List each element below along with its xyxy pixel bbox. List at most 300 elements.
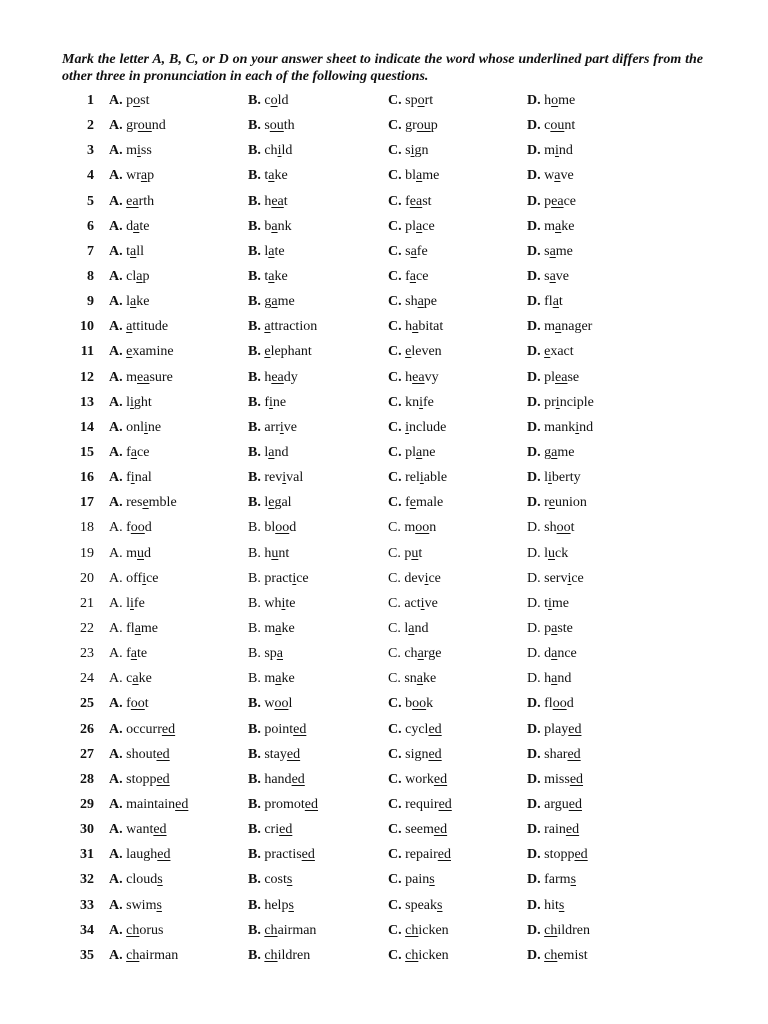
word-prefix: h <box>544 93 552 108</box>
word-prefix: m <box>264 620 276 636</box>
option-word <box>126 571 158 586</box>
option-word <box>264 470 303 485</box>
option-letter: C. <box>388 243 402 259</box>
word-prefix: f <box>126 470 131 486</box>
underlined-part: a <box>132 671 139 687</box>
underlined-part: oo <box>130 696 145 712</box>
option-b <box>248 769 305 791</box>
word-suffix: ke <box>561 218 575 234</box>
option-letter: C. <box>388 268 402 284</box>
option-letter: D. <box>527 897 541 913</box>
word-prefix: miss <box>544 771 570 787</box>
word-prefix: work <box>405 771 434 787</box>
word-suffix: d <box>144 545 152 561</box>
option-b <box>248 367 298 389</box>
option-word <box>405 948 449 963</box>
option-letter: D. <box>527 268 541 284</box>
option-letter: B. <box>248 344 261 360</box>
option-d <box>527 693 574 715</box>
option-word <box>126 822 166 837</box>
option-word <box>544 344 574 359</box>
underlined-part: o <box>133 93 141 108</box>
option-word <box>126 445 149 460</box>
option-word <box>405 722 442 737</box>
option-letter: D. <box>527 746 541 762</box>
option-letter: B. <box>248 394 261 410</box>
option-word <box>405 370 438 385</box>
option-letter: A. <box>109 570 123 586</box>
option-word <box>126 872 163 887</box>
option-b <box>248 945 310 967</box>
word-prefix: cri <box>264 822 280 838</box>
option-b <box>248 90 288 112</box>
option-letter: A. <box>109 218 123 234</box>
option-d <box>527 165 574 187</box>
word-prefix: res <box>126 495 143 511</box>
question-number: 24 <box>80 671 94 687</box>
option-word <box>126 923 163 938</box>
option-word <box>264 747 300 762</box>
option-letter: B. <box>248 922 261 938</box>
option-letter: C. <box>388 419 402 435</box>
option-b <box>248 241 285 263</box>
question-row <box>0 140 768 165</box>
option-word <box>126 948 178 963</box>
question-row <box>0 744 768 769</box>
option-letter: D. <box>527 696 541 712</box>
option-c <box>388 618 428 640</box>
option-word <box>544 520 574 535</box>
option-word <box>405 269 428 284</box>
underlined-part: i <box>405 419 410 435</box>
word-suffix: ght <box>133 394 152 410</box>
option-word <box>544 797 582 812</box>
option-c <box>388 367 439 389</box>
option-letter: D. <box>527 444 541 460</box>
word-suffix: ne <box>272 394 287 410</box>
option-d <box>527 266 569 288</box>
word-prefix: fl <box>544 294 553 310</box>
underlined-part: e <box>548 495 556 511</box>
option-a <box>109 517 152 539</box>
word-prefix: play <box>544 721 569 737</box>
underlined-part: a <box>268 168 275 184</box>
question-number: 10 <box>80 319 94 335</box>
underlined-part: i <box>130 595 134 611</box>
option-word <box>404 646 441 661</box>
question-row <box>0 895 768 920</box>
underlined-part: a <box>417 294 424 310</box>
underlined-part: s <box>558 897 565 913</box>
option-letter: A. <box>109 771 123 787</box>
word-prefix: farm <box>544 872 571 888</box>
underlined-part: a <box>264 319 271 335</box>
word-suffix: ll <box>136 243 145 259</box>
option-letter: A. <box>109 344 123 360</box>
word-prefix: rain <box>544 822 566 838</box>
word-suffix: val <box>286 470 304 486</box>
word-prefix: stay <box>264 746 287 762</box>
underlined-part: ea <box>271 369 284 385</box>
question-number: 13 <box>80 394 94 410</box>
underlined-part: ed <box>574 847 588 863</box>
question-number: 22 <box>80 620 94 636</box>
word-suffix: ve <box>283 419 297 435</box>
option-c <box>388 593 438 615</box>
option-d <box>527 593 569 615</box>
underlined-part: ed <box>569 771 584 787</box>
word-suffix: t <box>283 193 288 209</box>
underlined-part: a <box>549 268 556 284</box>
option-word <box>544 747 581 762</box>
option-a <box>109 895 162 917</box>
word-suffix: ce <box>416 268 429 284</box>
word-prefix: f <box>126 520 131 536</box>
option-letter: B. <box>248 268 261 284</box>
word-prefix: ch <box>404 646 418 662</box>
option-letter: C. <box>388 545 401 561</box>
option-d <box>527 492 587 514</box>
option-word <box>264 898 294 913</box>
word-prefix: h <box>264 193 272 209</box>
underlined-part: ch <box>126 922 140 938</box>
word-prefix: l <box>404 620 409 636</box>
underlined-part: ou <box>269 118 284 134</box>
option-word <box>544 621 573 636</box>
underlined-part: oo <box>412 696 427 712</box>
question-number: 33 <box>80 897 94 913</box>
option-b <box>248 744 300 766</box>
option-a <box>109 291 149 313</box>
underlined-part: a <box>136 268 143 284</box>
option-d <box>527 392 594 414</box>
option-c <box>388 568 441 590</box>
underlined-part: i <box>130 394 134 410</box>
option-letter: D. <box>527 394 541 410</box>
option-word <box>544 143 573 158</box>
underlined-part: o <box>551 93 559 108</box>
underlined-part: o <box>270 93 278 108</box>
word-suffix: ildren <box>557 922 590 938</box>
option-letter: C. <box>388 344 402 360</box>
option-word <box>126 244 144 259</box>
option-c <box>388 216 435 238</box>
word-suffix: nd <box>557 671 572 687</box>
option-a <box>109 920 163 942</box>
question-number: 6 <box>87 218 94 234</box>
underlined-part: ed <box>301 847 315 863</box>
option-c <box>388 543 422 565</box>
option-a <box>109 191 154 213</box>
option-d <box>527 316 592 338</box>
question-row <box>0 467 768 492</box>
word-prefix: w <box>544 168 555 184</box>
question-number: 12 <box>80 369 94 385</box>
option-letter: B. <box>248 847 261 863</box>
word-suffix: mble <box>148 495 177 511</box>
word-prefix: d <box>544 646 552 662</box>
underlined-part: ea <box>126 193 139 209</box>
underlined-part: i <box>555 394 560 410</box>
question-number: 14 <box>80 419 94 435</box>
word-suffix: ke <box>423 671 437 687</box>
option-a <box>109 794 188 816</box>
option-word <box>126 596 145 611</box>
underlined-part: a <box>271 218 278 234</box>
option-letter: D. <box>527 168 541 184</box>
question-row <box>0 115 768 140</box>
option-word <box>405 194 431 209</box>
option-word <box>126 847 170 862</box>
underlined-part: ed <box>568 721 582 737</box>
option-word <box>264 621 294 636</box>
option-letter: B. <box>248 897 261 913</box>
option-c <box>388 920 449 942</box>
question-row <box>0 618 768 643</box>
word-suffix: ce <box>422 218 435 234</box>
question-row <box>0 517 768 542</box>
question-number: 21 <box>80 595 94 611</box>
question-number: 4 <box>87 168 94 184</box>
option-word <box>544 294 563 309</box>
underlined-part: a <box>130 243 137 259</box>
underlined-part: ea <box>409 193 423 209</box>
option-letter: B. <box>248 470 261 486</box>
option-letter: A. <box>109 897 123 913</box>
option-word <box>264 395 286 410</box>
option-letter: C. <box>388 143 402 159</box>
option-a <box>109 769 170 791</box>
underlined-part: e <box>409 495 417 511</box>
word-prefix: m <box>126 545 138 561</box>
option-word <box>126 546 151 561</box>
word-prefix: h <box>264 545 272 561</box>
option-b <box>248 794 318 816</box>
option-a <box>109 618 158 640</box>
word-suffix: d <box>566 696 574 712</box>
option-c <box>388 844 451 866</box>
word-prefix: f <box>264 394 270 410</box>
word-suffix: rge <box>423 646 442 662</box>
underlined-part: oo <box>130 520 145 536</box>
option-b <box>248 869 292 891</box>
underlined-part: ch <box>544 947 558 963</box>
word-prefix: fl <box>544 696 553 712</box>
option-word <box>264 722 306 737</box>
word-suffix: ildren <box>277 947 311 963</box>
option-letter: D. <box>527 243 541 259</box>
word-suffix: ke <box>274 268 288 284</box>
question-number: 2 <box>87 118 94 134</box>
underlined-part: s <box>570 872 577 888</box>
option-letter: A. <box>109 671 123 687</box>
option-letter: C. <box>388 595 401 611</box>
option-letter: B. <box>248 646 261 662</box>
word-prefix: p <box>126 93 134 108</box>
option-a <box>109 467 152 489</box>
word-suffix: ce <box>296 570 309 586</box>
underlined-part: i <box>548 595 552 611</box>
option-d <box>527 844 588 866</box>
option-word <box>404 571 441 586</box>
option-word <box>264 495 291 510</box>
word-prefix: kn <box>405 394 420 410</box>
option-word <box>126 143 152 158</box>
question-list <box>0 90 768 970</box>
word-prefix: s <box>544 243 550 259</box>
option-word <box>126 93 149 108</box>
underlined-part: s <box>156 897 162 913</box>
word-prefix: maintain <box>126 796 176 812</box>
word-suffix: nciple <box>559 394 594 410</box>
underlined-part: ed <box>437 847 451 863</box>
word-suffix: ke <box>136 294 150 310</box>
option-word <box>264 872 292 887</box>
underlined-part: ed <box>428 746 442 762</box>
question-number: 1 <box>87 93 94 108</box>
word-prefix: s <box>405 143 411 159</box>
option-word <box>126 370 173 385</box>
word-prefix: arr <box>264 419 280 435</box>
option-letter: B. <box>248 419 261 435</box>
option-word <box>544 671 571 686</box>
option-letter: D. <box>527 721 541 737</box>
underlined-part: a <box>551 620 558 636</box>
option-letter: C. <box>388 470 402 486</box>
word-suffix: ne <box>422 444 436 460</box>
question-number: 32 <box>80 872 94 888</box>
underlined-part: ed <box>568 796 582 812</box>
question-number: 27 <box>80 746 94 762</box>
option-word <box>544 923 590 938</box>
option-letter: B. <box>248 595 261 611</box>
word-suffix: k <box>426 696 434 712</box>
option-c <box>388 417 446 439</box>
option-a <box>109 165 154 187</box>
option-c <box>388 719 442 741</box>
option-letter: D. <box>527 646 541 662</box>
option-letter: A. <box>109 646 123 662</box>
option-letter: D. <box>527 570 541 586</box>
underlined-part: a <box>268 243 275 259</box>
option-letter: C. <box>388 369 402 385</box>
option-letter: C. <box>388 847 402 863</box>
word-suffix: nager <box>561 319 593 335</box>
underlined-part: s <box>288 897 294 913</box>
question-row <box>0 769 768 794</box>
question-row <box>0 191 768 216</box>
question-row <box>0 920 768 945</box>
word-prefix: fl <box>126 620 135 636</box>
question-number: 5 <box>87 193 94 209</box>
word-suffix: nt <box>278 545 290 561</box>
word-suffix: ce <box>428 570 441 586</box>
word-suffix: airman <box>139 947 179 963</box>
option-word <box>126 646 147 661</box>
word-prefix: sh <box>405 294 418 310</box>
word-prefix: shar <box>544 746 568 762</box>
option-word <box>544 722 581 737</box>
option-b <box>248 568 309 590</box>
question-number: 28 <box>80 771 94 787</box>
option-letter: A. <box>109 470 123 486</box>
word-prefix: sn <box>404 671 417 687</box>
word-suffix: me <box>555 243 573 259</box>
word-prefix: t <box>264 268 269 284</box>
underlined-part: i <box>292 570 297 586</box>
option-letter: D. <box>527 947 541 963</box>
option-letter: D. <box>527 218 541 234</box>
option-word <box>126 772 170 787</box>
option-letter: A. <box>109 268 123 284</box>
underlined-part: u <box>411 545 419 561</box>
word-suffix: d <box>289 520 297 536</box>
word-prefix: speak <box>405 897 438 913</box>
option-letter: C. <box>388 771 402 787</box>
option-letter: D. <box>527 545 541 561</box>
question-row <box>0 568 768 593</box>
option-letter: C. <box>388 394 402 410</box>
underlined-part: a <box>549 243 556 259</box>
underlined-part: ed <box>567 746 581 762</box>
word-prefix: rev <box>264 470 283 486</box>
word-suffix: lephant <box>270 344 312 360</box>
word-prefix: point <box>264 721 294 737</box>
option-word <box>544 445 574 460</box>
word-suffix: se <box>567 369 580 385</box>
word-suffix: ss <box>140 143 152 159</box>
option-word <box>405 495 443 510</box>
word-prefix: s <box>264 118 270 134</box>
question-row <box>0 844 768 869</box>
option-letter: B. <box>248 721 261 737</box>
option-word <box>404 520 436 535</box>
word-prefix: sp <box>405 93 418 108</box>
underlined-part: i <box>548 470 552 486</box>
word-suffix: rt <box>424 93 434 108</box>
word-prefix: serv <box>544 570 568 586</box>
instructions-text: Mark the letter A, B, C, or D on your answer sheet to indicate the word whose underlined part differs from the other three in pronunciation in each of the following questions. <box>62 52 703 84</box>
word-prefix: mank <box>544 419 576 435</box>
underlined-part: ou <box>416 118 431 134</box>
question-row <box>0 492 768 517</box>
word-prefix: p <box>404 545 412 561</box>
option-word <box>126 722 175 737</box>
option-word <box>126 269 149 284</box>
underlined-part: i <box>424 570 429 586</box>
option-letter: D. <box>527 143 541 159</box>
option-letter: C. <box>388 193 402 209</box>
option-letter: C. <box>388 444 402 460</box>
option-word <box>404 621 428 636</box>
option-letter: C. <box>388 495 402 511</box>
word-prefix: p <box>544 620 552 636</box>
underlined-part: s <box>429 872 435 888</box>
word-suffix: gn <box>414 143 429 159</box>
word-prefix: s <box>544 268 550 284</box>
option-c <box>388 668 436 690</box>
word-suffix: nk <box>277 218 292 234</box>
option-word <box>264 948 310 963</box>
option-b <box>248 467 303 489</box>
underlined-part: ea <box>137 369 150 385</box>
word-suffix: union <box>555 495 587 511</box>
option-word <box>404 596 437 611</box>
option-a <box>109 90 149 112</box>
question-number: 23 <box>80 646 94 662</box>
option-letter: B. <box>248 796 261 812</box>
word-prefix: m <box>126 369 138 385</box>
